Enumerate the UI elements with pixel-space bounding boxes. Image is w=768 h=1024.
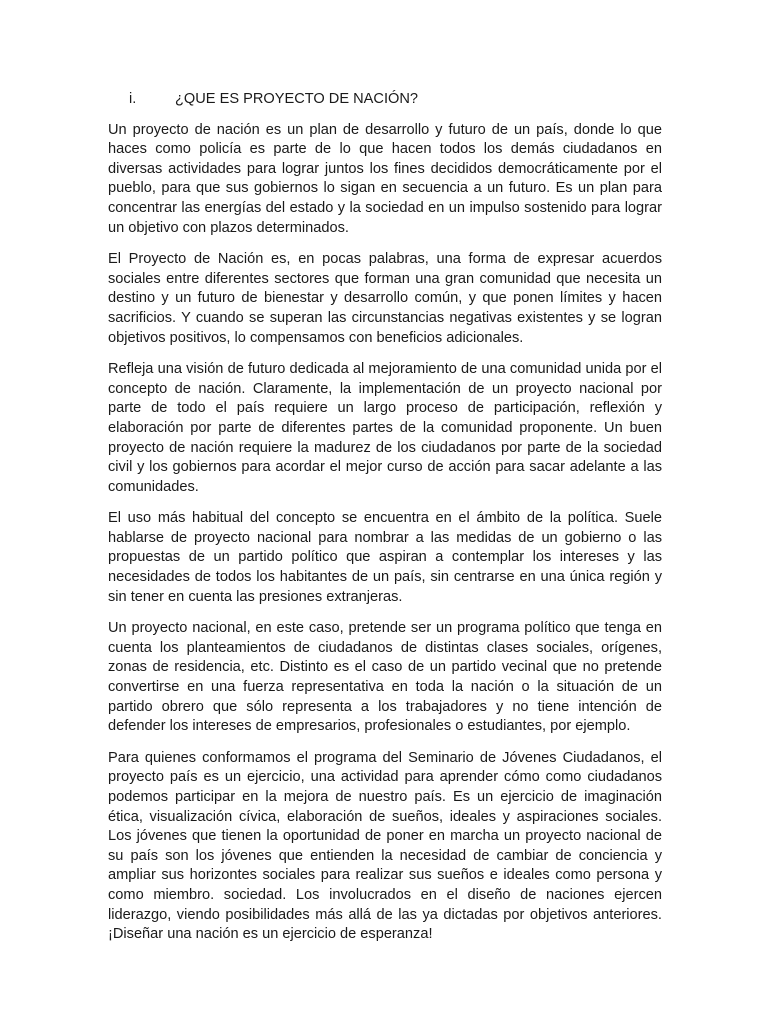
heading-title: ¿QUE ES PROYECTO DE NACIÓN? <box>175 91 419 107</box>
paragraph-5: Un proyecto nacional, en este caso, pretende ser un programa político que tenga en cuenta los planteamientos de ciudadanos de distintas clases sociales, orígenes, zonas de residencia, etc. Distinto es el caso de un partido vecinal que no pretende convertirse en una fuerza representativa en toda la nación o la situación de un partido obrero que sólo representa a los trabajadores y no tiene intención de defender los intereses de empresarios, profesionales o estudiantes, por ejemplo. <box>108 620 662 735</box>
paragraph-4: El uso más habitual del concepto se encuentra en el ámbito de la política. Suele hablarse de proyecto nacional para nombrar a las medidas de un gobierno o las propuestas de un partido político que aspiran a contemplar los intereses y las necesidades de todos los habitantes de un país, sin centrarse en una única región y sin tener en cuenta las presiones extranjeras. <box>108 510 662 605</box>
paragraph-6: Para quienes conformamos el programa del Seminario de Jóvenes Ciudadanos, el proyecto país es un ejercicio, una actividad para aprender cómo como ciudadanos podemos participar en la mejora de nuestro país. Es un ejercicio de imaginación ética, visualización cívica, elaboración de sueños, ideales y aspiraciones sociales. Los jóvenes que tienen la oportunidad de poner en marcha un proyecto nacional de su país son los jóvenes que entienden la necesidad de cambiar de conciencia y ampliar sus horizontes sociales para realizar sus sueños e ideales como persona y como miembro. sociedad. Los involucrados en el diseño de naciones ejercen liderazgo, viendo posibilidades más allá de las ya dictadas por objetivos anteriores. ¡Diseñar una nación es un ejercicio de esperanza! <box>108 749 662 943</box>
document-page <box>108 90 662 957</box>
paragraph-2: El Proyecto de Nación es, en pocas palabras, una forma de expresar acuerdos sociales entre diferentes sectores que forman una gran comunidad que necesita un destino y un futuro de bienestar y desarrollo común, y que ponen límites y hacen sacrificios. Y cuando se superan las circunstancias negativas existentes y se logran objetivos positivos, lo compensamos con beneficios adicionales. <box>108 251 662 346</box>
heading-number: i. <box>129 91 137 107</box>
section-heading <box>108 90 662 110</box>
paragraph-1: Un proyecto de nación es un plan de desarrollo y futuro de un país, donde lo que haces como policía es parte de lo que hacen todos los demás ciudadanos en diversas actividades para lograr juntos los fines decididos democráticamente por el pueblo, para que sus gobiernos lo sigan en secuencia a un futuro. Es un plan para concentrar las energías del estado y la sociedad en un impulso sostenido para lograr un objetivo con plazos determinados. <box>108 121 662 236</box>
paragraph-3: Refleja una visión de futuro dedicada al mejoramiento de una comunidad unida por el concepto de nación. Claramente, la implementación de un proyecto nacional por parte de todo el país requiere un largo proceso de participación, reflexión y elaboración por parte de diferentes partes de la comunidad proponente. Un buen proyecto de nación requiere la madurez de los ciudadanos por parte de la sociedad civil y los gobiernos para acordar el mejor curso de acción para sacar adelante a las comunidades. <box>108 361 662 495</box>
